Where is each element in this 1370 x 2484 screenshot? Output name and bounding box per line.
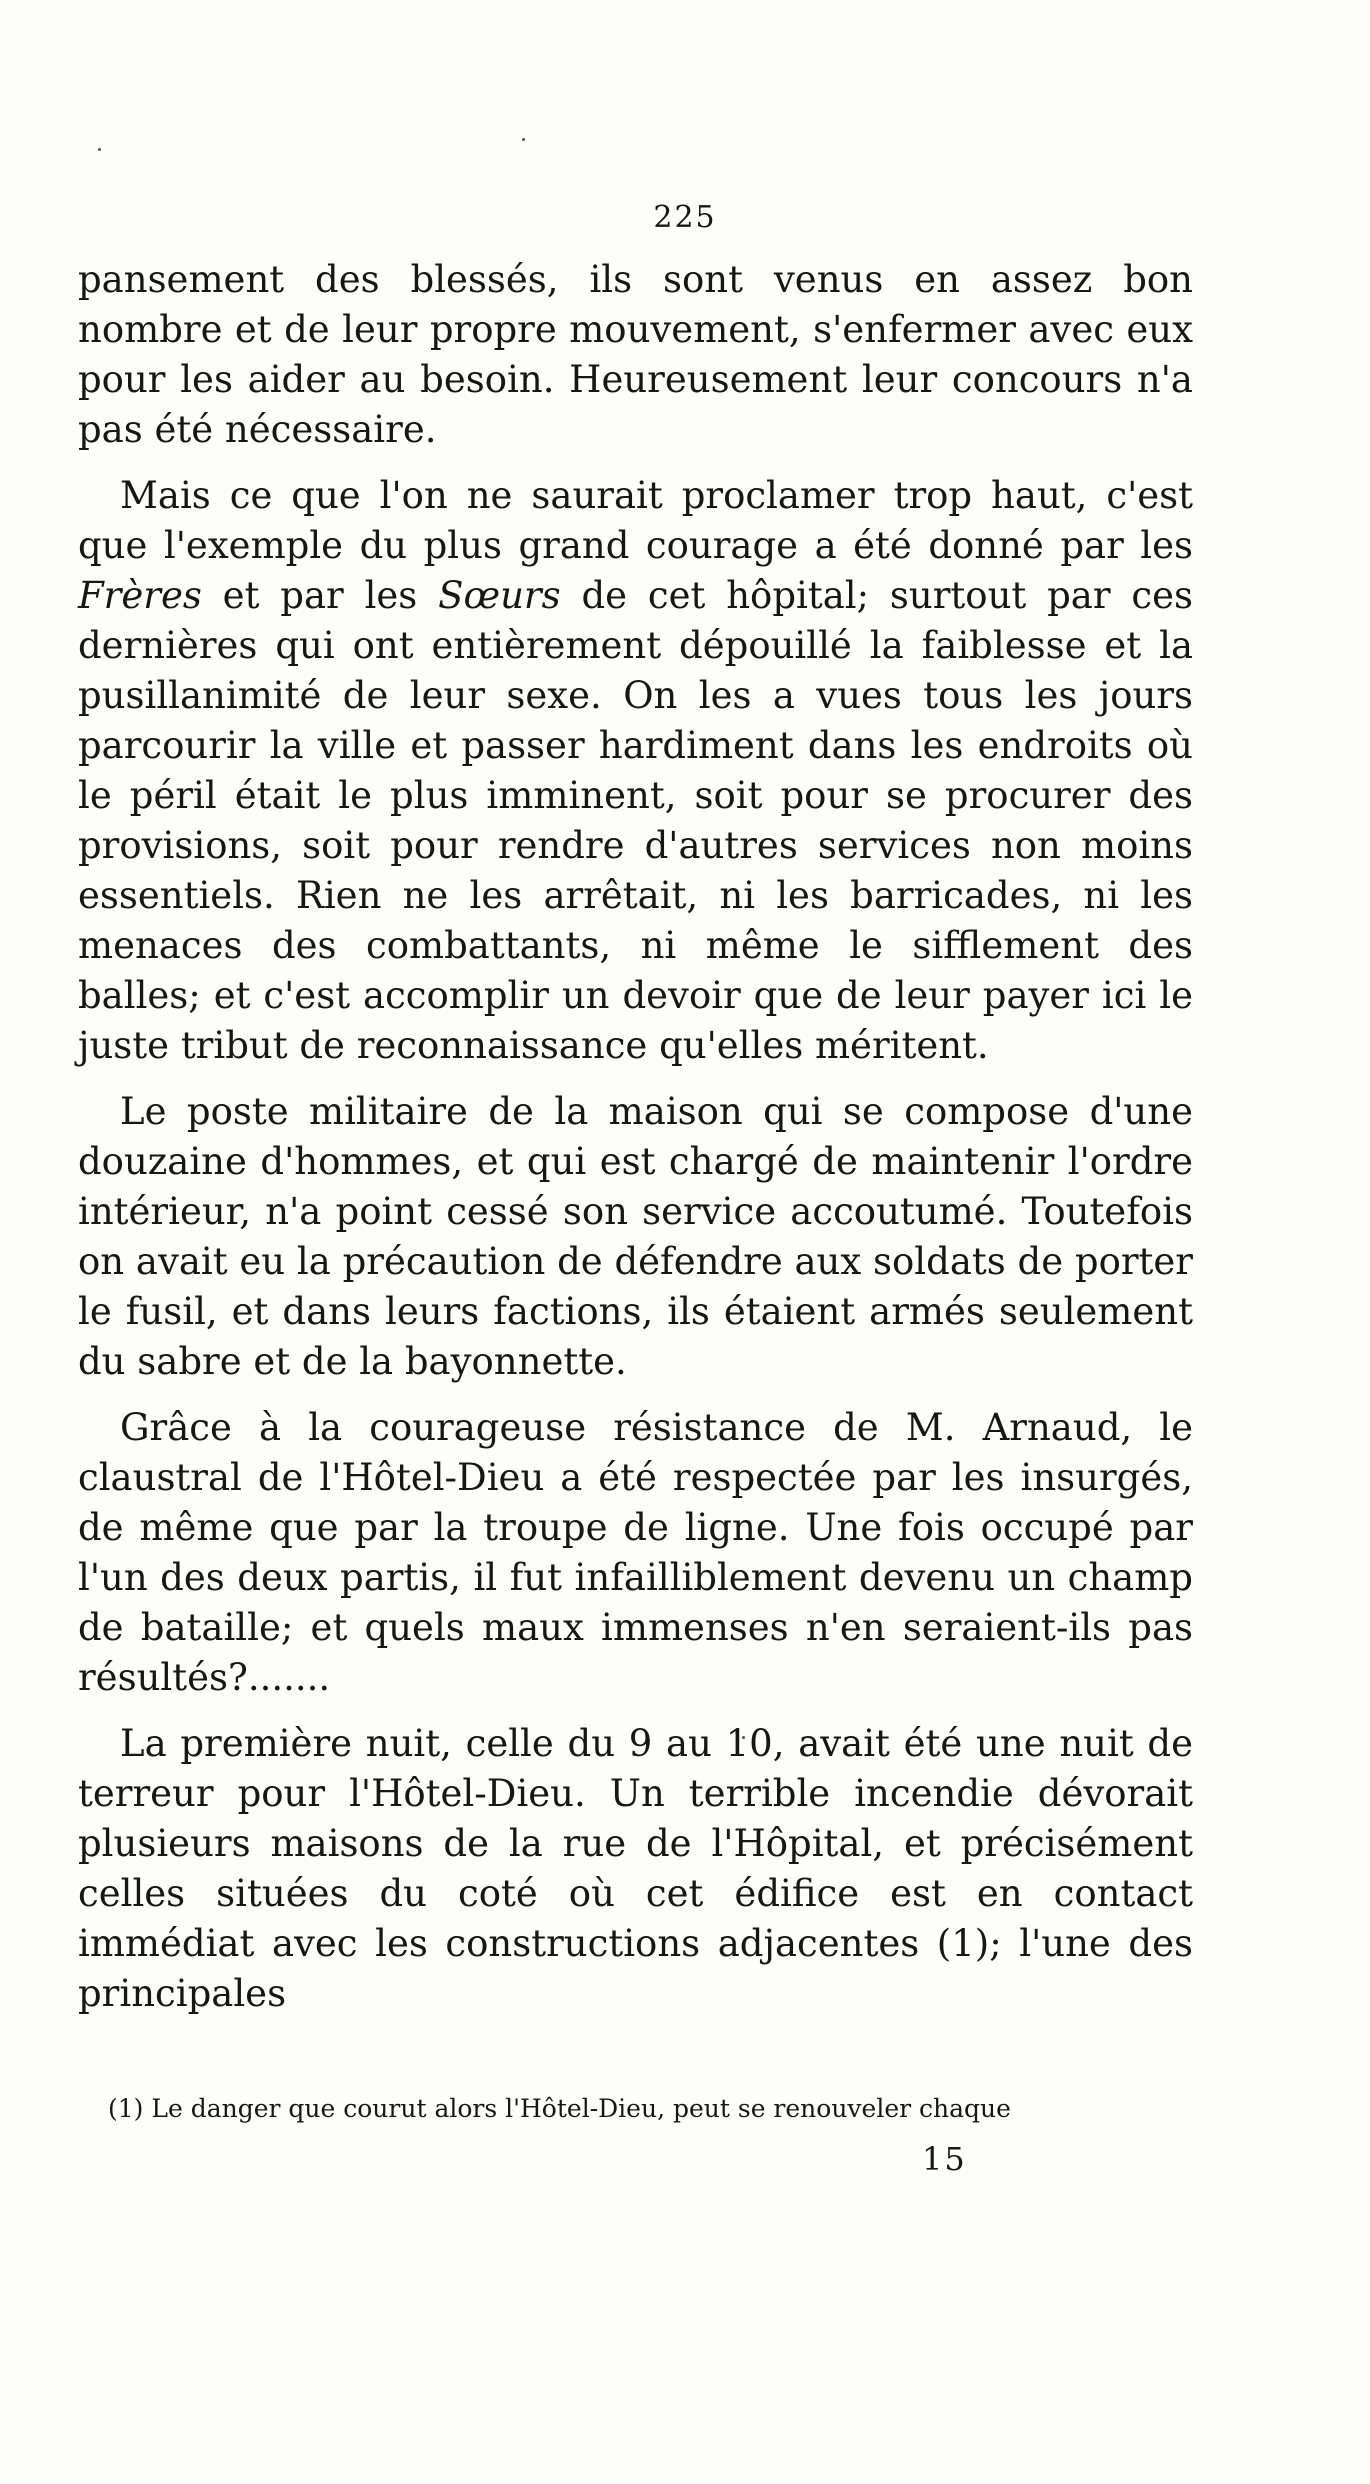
text-run: et par les [201,574,439,617]
body-text [78,255,1193,2035]
italic-term: Frères [78,574,202,617]
page-speck [98,148,101,151]
text-run: Le poste militaire de la maison qui se compose d'une douzaine d'hommes, et qui est chargé de maintenir l'ordre intérieur, n'a point cessé son service accoutumé. Toutefois on avait eu la précaution de défendre aux soldats de porter le fusil, et dans leurs factions, ils étaient armés seulement du sabre et de la bayonnette. [78,1090,1193,1383]
text-run: La première nuit, celle du 9 au 10, avait été une nuit de terreur pour l'Hôtel-Dieu. Un terrible incendie dévorait plusieurs maisons de la rue de l'Hôpital, et précisément celles situées du coté où cet édifice est en contact immédiat avec les constructions adjacentes (1); l'une des principales [78,1722,1193,2015]
text-run: de cet hôpital; surtout par ces dernières qui ont entièrement dépouillé la faiblesse et la pusillanimité de leur sexe. On les a vues tous les jours parcourir la ville et passer hardiment dans les endroits où le péril était le plus imminent, soit pour se procurer des provisions, soit pour rendre d'autres services non moins essentiels. Rien ne les arrêtait, ni les barricades, ni les menaces des combattants, ni même le sifflement des balles; et c'est accomplir un devoir que de leur payer ici le juste tribut de reconnaissance qu'elles méritent. [78,574,1194,1067]
italic-term: Sœurs [438,574,561,617]
text-run: Mais ce que l'on ne saurait proclamer trop haut, c'est que l'exemple du plus grand courage a été donné par les [78,474,1193,567]
paragraph [78,255,1193,455]
paragraph [78,1719,1193,2019]
paragraph [78,471,1193,1071]
footnote: (1) Le danger que courut alors l'Hôtel-Dieu, peut se renouveler chaque [108,2094,1011,2123]
page-speck [522,138,525,141]
text-run: pansement des blessés, ils sont venus en assez bon nombre et de leur propre mouvement, s'enfermer avec eux pour les aider au besoin. Heureusement leur concours n'a pas été nécessaire. [78,258,1193,451]
paragraph [78,1403,1193,1703]
text-run: Grâce à la courageuse résistance de M. Arnaud, le claustral de l'Hôtel-Dieu a été respectée par les insurgés, de même que par la troupe de ligne. Une fois occupé par l'un des deux partis, il fut infailliblement devenu un champ de bataille; et quels maux immenses n'en seraient-ils pas résultés?....... [78,1406,1193,1699]
page-number: 225 [653,200,717,235]
paragraph [78,1087,1193,1387]
signature-mark: 15 [922,2140,967,2178]
